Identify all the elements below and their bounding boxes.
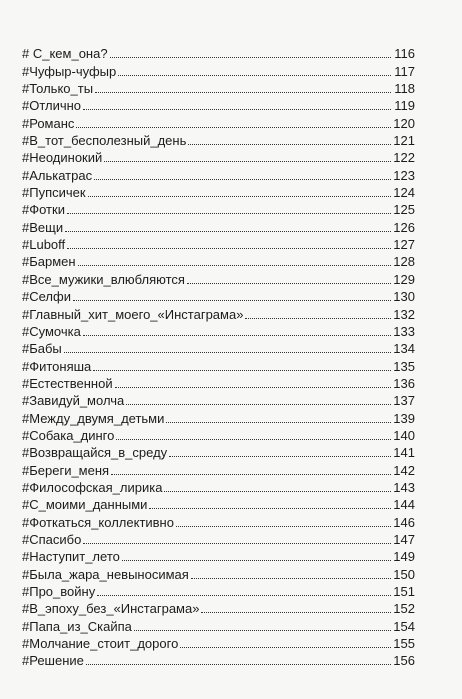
toc-entry-title: #Фотки xyxy=(22,202,65,218)
toc-entry-page-number: 155 xyxy=(393,636,415,652)
toc-entry-page-number: 154 xyxy=(393,618,415,634)
toc-entry-page-number: 141 xyxy=(393,445,415,461)
toc-entry-title: #Алькатрас xyxy=(22,167,93,183)
toc-entry-page-number: 140 xyxy=(393,427,415,443)
dot-leader xyxy=(94,178,391,180)
toc-entry-page-number: 118 xyxy=(394,81,415,97)
toc-entry-page-number: 116 xyxy=(394,46,415,62)
dot-leader xyxy=(104,160,391,162)
dot-leader xyxy=(93,369,391,371)
dot-leader xyxy=(111,473,391,475)
toc-entry-page-number: 119 xyxy=(394,98,415,114)
toc-entry-page-number: 132 xyxy=(393,306,415,322)
toc-entry-title: #Спасибо xyxy=(22,531,82,547)
dot-leader xyxy=(166,421,391,423)
dot-leader xyxy=(67,247,391,249)
toc-entry xyxy=(22,183,415,200)
toc-entry xyxy=(22,651,415,668)
toc-entry-page-number: 137 xyxy=(393,393,415,409)
toc-entry-title: #Естественной xyxy=(22,375,113,391)
toc-entry xyxy=(22,408,415,425)
toc-entry-title: #Отлично xyxy=(22,98,82,114)
toc-entry xyxy=(22,599,415,616)
toc-entry xyxy=(22,426,415,443)
toc-entry xyxy=(22,44,415,61)
dot-leader xyxy=(64,351,391,353)
toc-entry xyxy=(22,131,415,148)
toc-entry-title: #Береги_меня xyxy=(22,462,110,478)
toc-entry-title: #Решение xyxy=(22,653,84,669)
toc-entry-title: # С_кем_она? xyxy=(22,46,108,62)
dot-leader xyxy=(65,230,391,232)
toc-entry-title: #Бабы xyxy=(22,341,62,357)
toc-entry-page-number: 128 xyxy=(393,254,415,270)
toc-entry-title: #Папа_из_Скайпа xyxy=(22,618,132,634)
toc-entry-page-number: 127 xyxy=(393,237,415,253)
toc-entry xyxy=(22,582,415,599)
toc-entry-page-number: 129 xyxy=(393,271,415,287)
dot-leader xyxy=(122,559,391,561)
dot-leader xyxy=(116,438,391,440)
dot-leader xyxy=(78,264,391,266)
dot-leader xyxy=(73,299,391,301)
toc-entry-title: #Все_мужики_влюбляются xyxy=(22,271,185,287)
toc-entry xyxy=(22,460,415,477)
toc-entry xyxy=(22,322,415,339)
toc-entry-page-number: 136 xyxy=(393,375,415,391)
dot-leader xyxy=(149,507,391,509)
toc-entry-title: #Была_жара_невыносимая xyxy=(22,566,189,582)
table-of-contents xyxy=(22,44,415,668)
toc-entry-title: #С_моими_данными xyxy=(22,497,148,513)
toc-entry xyxy=(22,495,415,512)
toc-entry xyxy=(22,304,415,321)
dot-leader xyxy=(245,317,391,319)
toc-entry-title: #Завидуй_молча xyxy=(22,393,125,409)
toc-entry-title: #Селфи xyxy=(22,289,71,305)
toc-entry-title: #Между_двумя_детьми xyxy=(22,410,165,426)
dot-leader xyxy=(187,282,391,284)
toc-entry xyxy=(22,356,415,373)
dot-leader xyxy=(76,126,391,128)
dot-leader xyxy=(86,663,391,665)
toc-entry-title: #Молчание_стоит_дорого xyxy=(22,636,179,652)
toc-entry xyxy=(22,339,415,356)
toc-entry xyxy=(22,512,415,529)
toc-entry xyxy=(22,148,415,165)
toc-entry-page-number: 147 xyxy=(393,531,415,547)
dot-leader xyxy=(115,386,391,388)
toc-entry xyxy=(22,96,415,113)
toc-entry-page-number: 125 xyxy=(393,202,415,218)
toc-entry-page-number: 126 xyxy=(393,219,415,235)
toc-entry xyxy=(22,530,415,547)
toc-entry-page-number: 130 xyxy=(393,289,415,305)
toc-entry-title: #Возвращайся_в_среду xyxy=(22,445,168,461)
dot-leader xyxy=(201,611,391,613)
dot-leader xyxy=(180,646,391,648)
dot-leader xyxy=(88,195,391,197)
toc-entry-page-number: 142 xyxy=(393,462,415,478)
toc-entry-title: #Философская_лирика xyxy=(22,479,163,495)
toc-entry-title: #Наступит_лето xyxy=(22,549,120,565)
toc-entry-title: #Главный_хит_моего_«Инстаграма» xyxy=(22,306,244,322)
toc-entry xyxy=(22,217,415,234)
toc-entry-page-number: 151 xyxy=(393,584,415,599)
toc-entry-title: #В_тот_бесполезный_день xyxy=(22,133,187,149)
toc-entry-title: #Неодинокий xyxy=(22,150,103,166)
toc-entry-page-number: 143 xyxy=(393,479,415,495)
toc-entry xyxy=(22,374,415,391)
toc-entry xyxy=(22,61,415,78)
toc-entry-page-number: 117 xyxy=(394,63,415,79)
dot-leader xyxy=(110,56,391,58)
toc-entry-page-number: 123 xyxy=(393,167,415,183)
toc-entry xyxy=(22,634,415,651)
toc-entry-page-number: 152 xyxy=(393,601,415,617)
toc-entry-page-number: 146 xyxy=(393,514,415,530)
toc-entry-page-number: 122 xyxy=(393,150,415,166)
toc-entry-title: #В_эпоху_без_«Инстаграма» xyxy=(22,601,200,617)
toc-entry xyxy=(22,79,415,96)
dot-leader xyxy=(95,91,391,93)
toc-entry-title: #Вещи xyxy=(22,219,64,235)
dot-leader xyxy=(188,143,391,145)
toc-entry-page-number: 139 xyxy=(393,410,415,426)
toc-entry xyxy=(22,165,415,182)
dot-leader xyxy=(134,629,391,631)
dot-leader xyxy=(97,594,391,596)
dot-leader xyxy=(67,212,391,214)
toc-entry xyxy=(22,616,415,633)
toc-entry-title: #Пупсичек xyxy=(22,185,86,201)
dot-leader xyxy=(169,455,391,457)
toc-entry-title: #Фоткаться_коллективно xyxy=(22,514,174,530)
toc-entry xyxy=(22,564,415,581)
toc-entry xyxy=(22,547,415,564)
toc-entry-page-number: 144 xyxy=(393,497,415,513)
toc-entry xyxy=(22,269,415,286)
toc-entry-page-number: 124 xyxy=(393,185,415,201)
toc-entry-title: #Только_ты xyxy=(22,81,94,97)
toc-entry-page-number: 134 xyxy=(393,341,415,357)
toc-entry-title: #Собака_динго xyxy=(22,427,115,443)
toc-entry-title: #Luboff xyxy=(22,237,66,253)
toc-entry xyxy=(22,235,415,252)
toc-entry xyxy=(22,200,415,217)
toc-entry-title: #Фитоняша xyxy=(22,358,92,374)
toc-entry-page-number: 133 xyxy=(393,323,415,339)
dot-leader xyxy=(83,108,391,110)
toc-entry-page-number: 135 xyxy=(393,358,415,374)
toc-entry-title: #Чуфыр-чуфыр xyxy=(22,63,117,79)
toc-entry-page-number: 120 xyxy=(393,115,415,131)
toc-entry xyxy=(22,443,415,460)
dot-leader xyxy=(176,525,391,527)
dot-leader xyxy=(118,74,391,76)
dot-leader xyxy=(164,490,391,492)
toc-entry-page-number: 149 xyxy=(393,549,415,565)
dot-leader xyxy=(83,542,391,544)
toc-entry-title: #Сумочка xyxy=(22,323,81,339)
toc-entry-title: #Про_войну xyxy=(22,584,96,599)
toc-entry-title: #Романс xyxy=(22,115,75,131)
toc-entry-title: #Бармен xyxy=(22,254,76,270)
toc-entry-page-number: 150 xyxy=(393,566,415,582)
dot-leader xyxy=(126,403,391,405)
toc-entry xyxy=(22,252,415,269)
toc-entry xyxy=(22,287,415,304)
toc-entry xyxy=(22,391,415,408)
toc-entry xyxy=(22,478,415,495)
toc-entry xyxy=(22,113,415,130)
dot-leader xyxy=(191,577,391,579)
toc-entry-page-number: 121 xyxy=(393,133,415,149)
toc-entry-page-number: 156 xyxy=(393,653,415,669)
dot-leader xyxy=(83,334,391,336)
